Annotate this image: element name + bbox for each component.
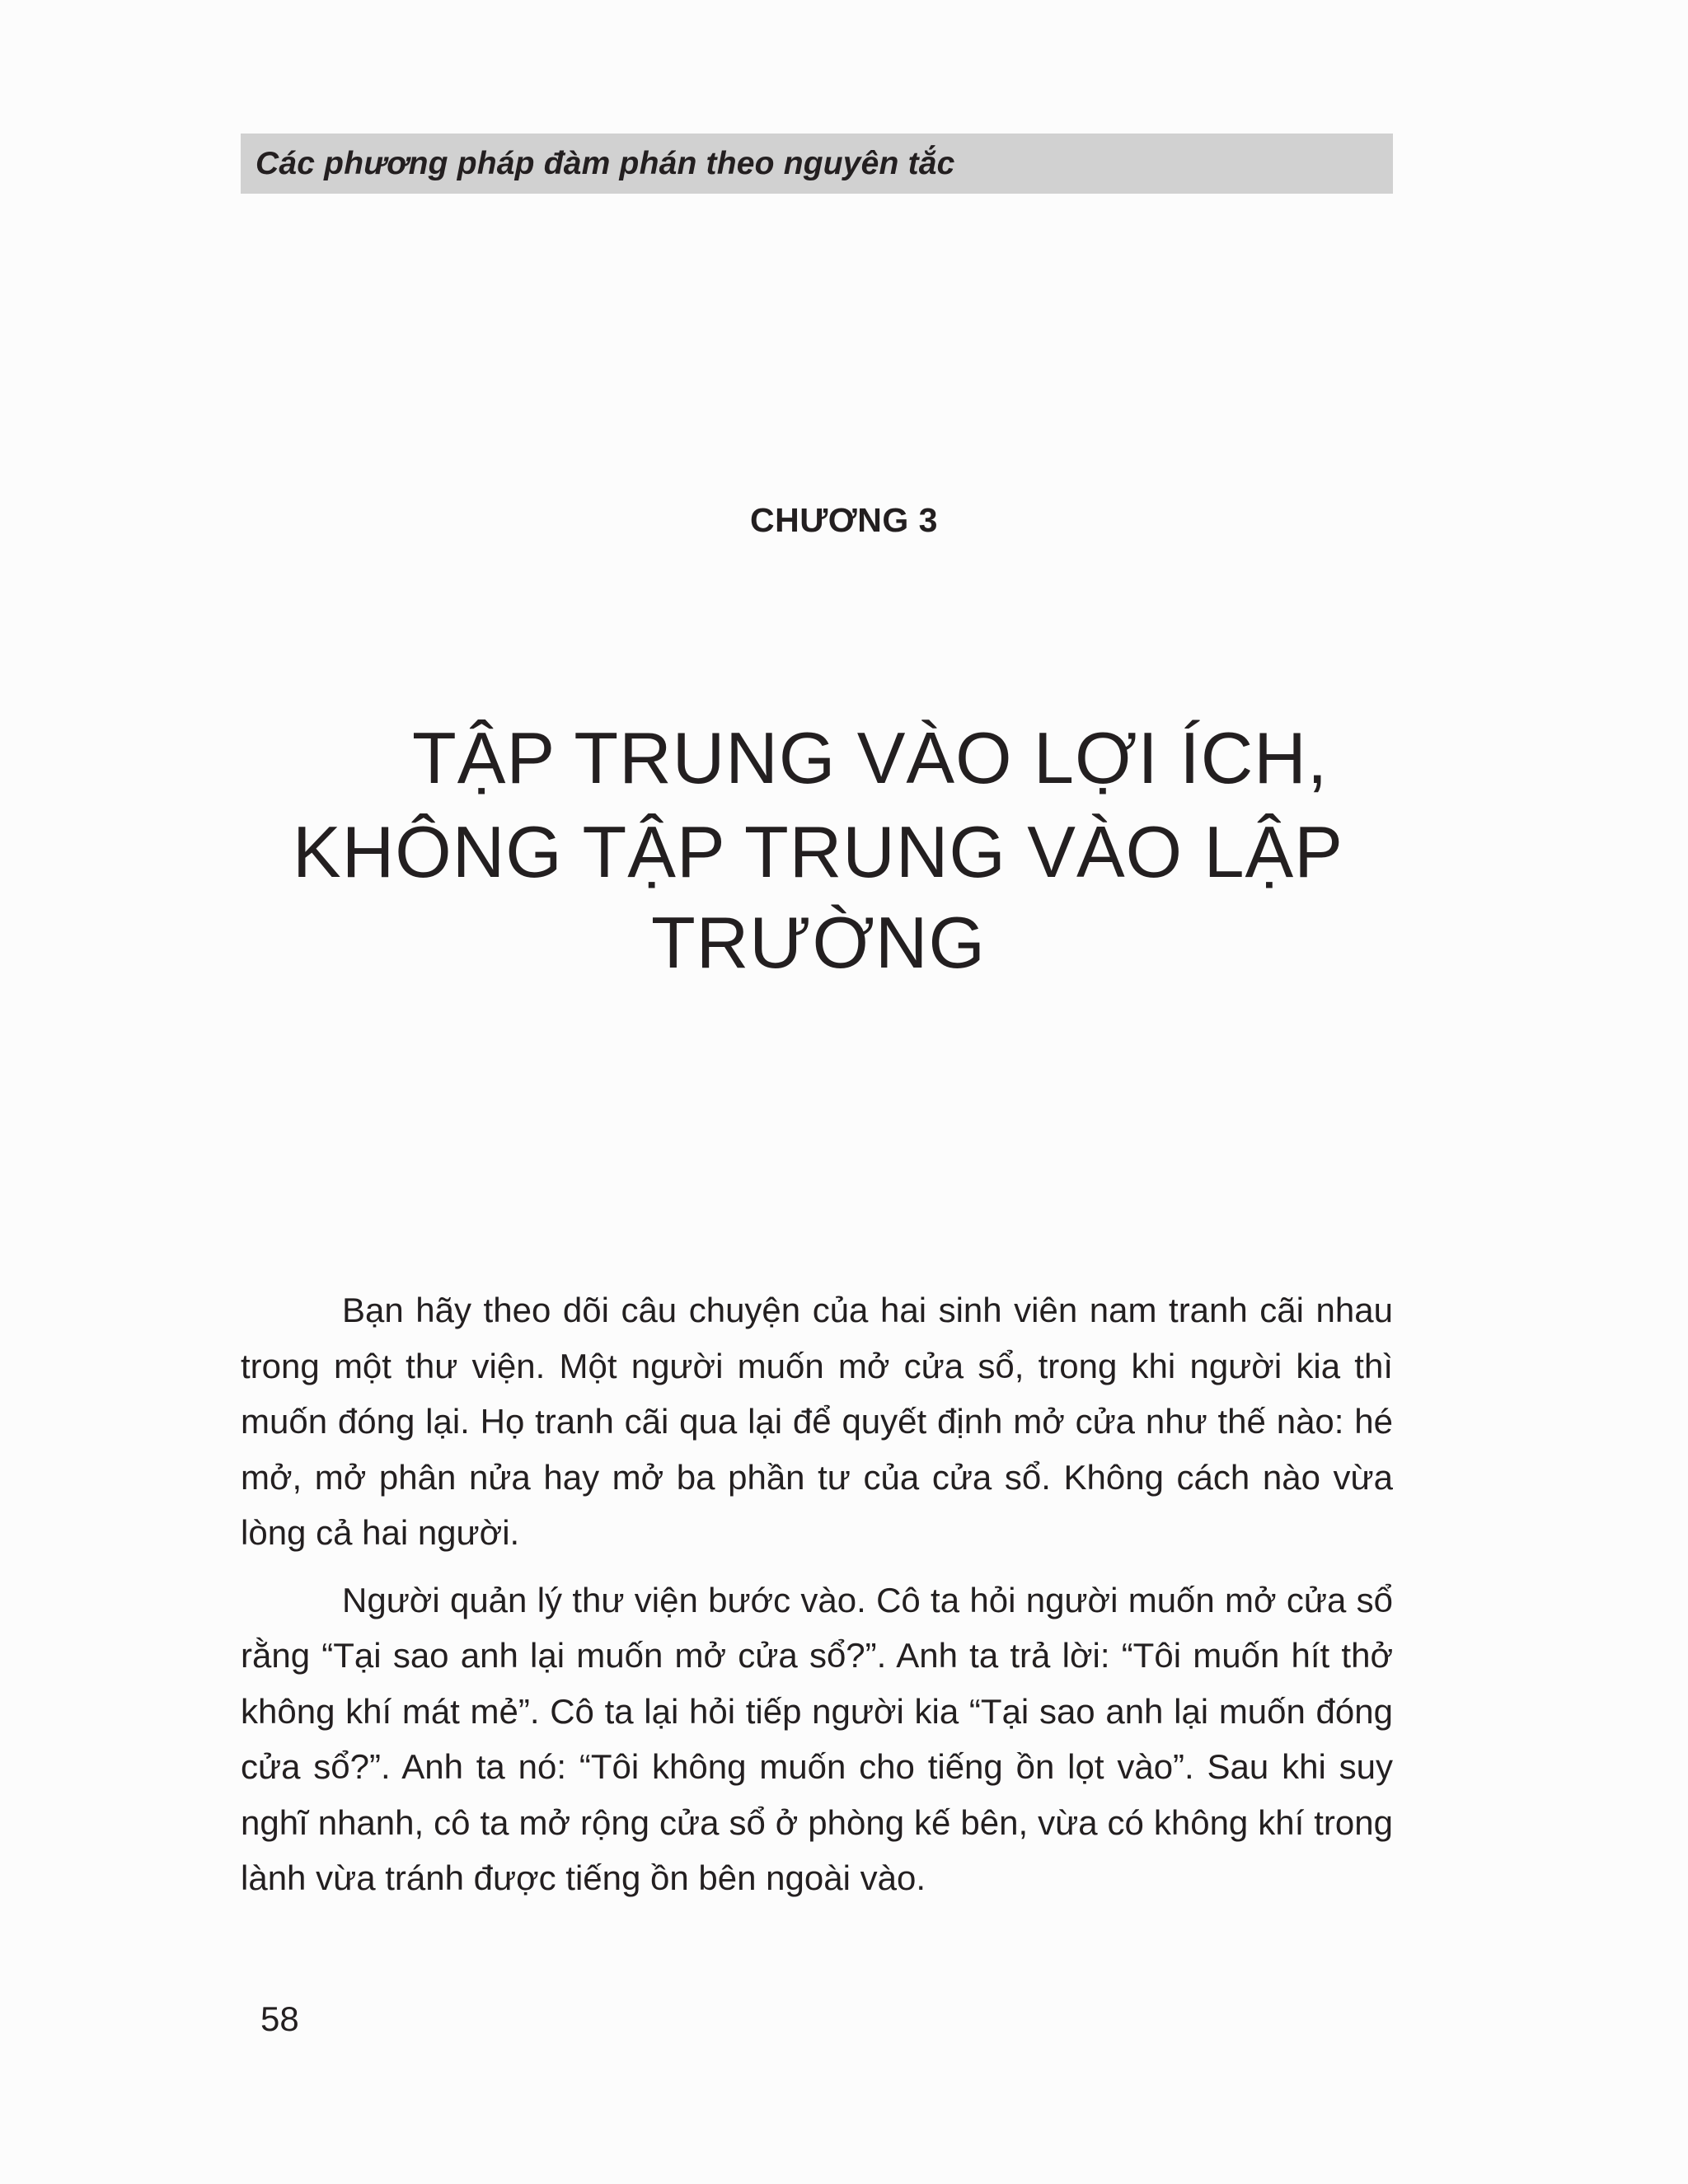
paragraph: Bạn hãy theo dõi câu chuyện của hai sinh viên nam tranh cãi nhau trong một thư viện. Một người muốn mở cửa sổ, trong khi người kia thì muốn đóng lại. Họ tranh cãi qua lại để quyết định mở cửa như thế nào: hé mở, mở phân nửa hay mở ba phần tư của cửa sổ. Không cách nào vừa lòng cả hai người. [241,1291,1393,1552]
body-text [241,1282,1393,1918]
chapter-title-line-3: TRƯỜNG [651,902,986,983]
chapter-title-line-2: KHÔNG TẬP TRUNG VÀO LẬP [293,811,1343,893]
page-number: 58 [260,1999,299,2038]
chapter-label: CHƯƠNG 3 [750,501,938,539]
running-header [241,134,1393,194]
chapter-title-line-1: TẬP TRUNG VÀO LỢI ÍCH, [412,717,1329,799]
running-header-title: Các phương pháp đàm phán theo nguyên tắc [256,145,955,181]
paragraph: Người quản lý thư viện bước vào. Cô ta hỏi người muốn mở cửa sổ rằng “Tại sao anh lại muốn mở cửa sổ?”. Anh ta trả lời: “Tôi muốn hít thở không khí mát mẻ”. Cô ta lại hỏi tiếp người kia “Tại sao anh lại muốn đóng cửa sổ?”. Anh ta nó: “Tôi không muốn cho tiếng ồn lọt vào”. Sau khi suy nghĩ nhanh, cô ta mở rộng cửa sổ ở phòng kế bên, vừa có không khí trong lành vừa tránh được tiếng ồn bên ngoài vào. [241,1580,1393,1897]
